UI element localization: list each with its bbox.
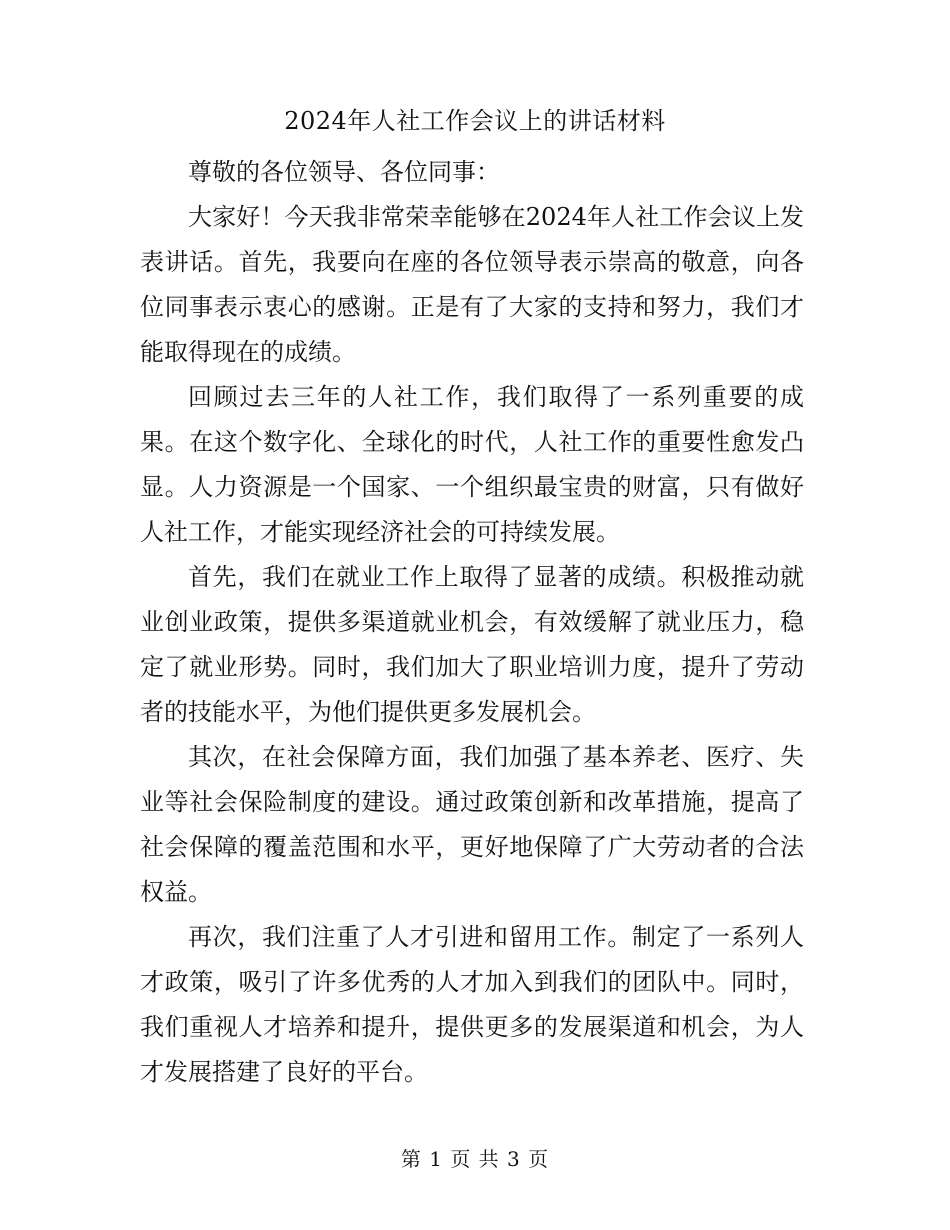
paragraph-2: 回顾过去三年的人社工作，我们取得了一系列重要的成果。在这个数字化、全球化的时代，人社工作的重要性愈发凸显。人力资源是一个国家、一个组织最宝贵的财富，只有做好人社工作，才能实现经济社会的可持续发展。 (140, 383, 804, 546)
paragraph-5: 再次，我们注重了人才引进和留用工作。制定了一系列人才政策，吸引了许多优秀的人才加入到我们的团队中。同时，我们重视人才培养和提升，提供更多的发展渠道和机会，为人才发展搭建了良好的平台。 (140, 923, 804, 1086)
document-title: 2024年人社工作会议上的讲话材料 (284, 107, 666, 135)
page-number-footer: 第 1 页 共 3 页 (400, 1147, 550, 1171)
salutation: 尊敬的各位领导、各位同事： (188, 158, 500, 186)
paragraph-4: 其次，在社会保障方面，我们加强了基本养老、医疗、失业等社会保险制度的建设。通过政策创新和改革措施，提高了社会保障的覆盖范围和水平，更好地保障了广大劳动者的合法权益。 (140, 743, 804, 906)
paragraph-3: 首先，我们在就业工作上取得了显著的成绩。积极推动就业创业政策，提供多渠道就业机会，有效缓解了就业压力，稳定了就业形势。同时，我们加大了职业培训力度，提升了劳动者的技能水平，为他们提供更多发展机会。 (140, 563, 804, 726)
paragraph-1: 大家好！今天我非常荣幸能够在2024年人社工作会议上发表讲话。首先，我要向在座的各位领导表示崇高的敬意，向各位同事表示衷心的感谢。正是有了大家的支持和努力，我们才能取得现在的成绩。 (140, 203, 804, 366)
document-body (140, 150, 804, 1095)
